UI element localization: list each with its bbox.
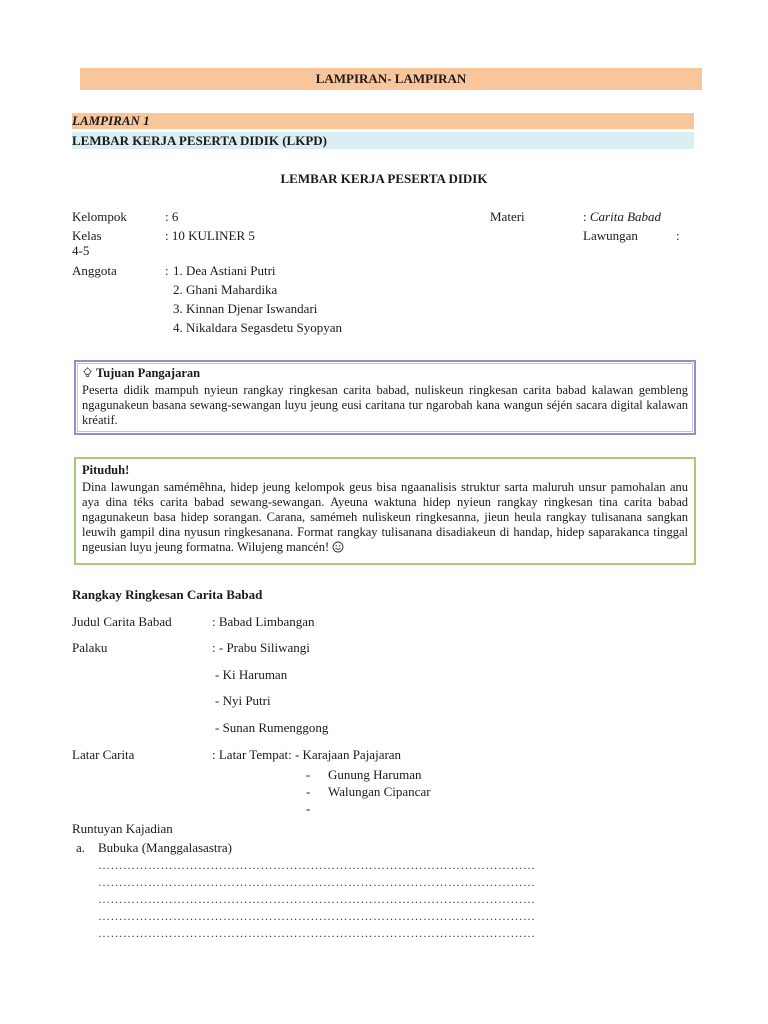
- materi-value: Carita Babad: [589, 209, 662, 224]
- pituduh-box: [74, 457, 696, 565]
- anggota-prefix: :: [165, 263, 169, 278]
- palaku-label: Palaku: [72, 640, 108, 655]
- pituduh-text: Dina lawungan samémêhna, hidep jeung kelompok geus bisa ngaanalisis struktur sarta maluruh unsur pamohalan anu aya dina téks carita babad sewang-sewangan. Ayeuna waktuna hidep nyieun rangkay ringkesan tina carita babad ngagunakeun basa hidep sorangan. Carana, samémeh nuliskeun ringkesanna, jieun heula rangkay tulisanana sangkan leuwih gampil dina nyusun ringkesanana. Format rangkay tulisanana disadiakeun di handap, hidep saparakanca tinggal ngeusian luyu jeung formatna. Wilujeng mancén!: [82, 480, 688, 554]
- rangkay-heading: Rangkay Ringkesan Carita Babad: [72, 587, 263, 602]
- latar-item: Gunung Haruman: [328, 767, 422, 782]
- kelompok-label: Kelompok: [72, 209, 127, 224]
- member-item: 3. Kinnan Djenar Iswandari: [173, 301, 318, 316]
- runtuyan-label: Runtuyan Kajadian: [72, 821, 173, 836]
- judul-label: Judul Carita Babad: [72, 614, 172, 629]
- dot-line: ……………………………………………………………………………………………: [98, 858, 536, 872]
- materi-label: Materi: [490, 209, 525, 224]
- kelas-value: : 10 KULINER 5: [165, 228, 255, 243]
- latar-bullet: -: [306, 767, 311, 782]
- lkpd-bar: [72, 132, 694, 149]
- materi-field: [583, 209, 661, 225]
- lampiran-label: LAMPIRAN 1: [72, 113, 150, 128]
- main-title-bar: [80, 68, 702, 90]
- latar-bullet: -: [306, 801, 311, 816]
- pituduh-title: Pituduh!: [82, 463, 130, 477]
- palaku-item: : - Prabu Siliwangi: [212, 640, 310, 655]
- smiley-icon: [332, 541, 344, 553]
- member-item: 2. Ghani Mahardika: [173, 282, 278, 297]
- dot-line: ……………………………………………………………………………………………: [98, 892, 536, 906]
- tujuan-title: Tujuan Pangajaran: [96, 366, 201, 380]
- dot-line: ……………………………………………………………………………………………: [98, 926, 536, 940]
- palaku-item: - Sunan Rumenggong: [215, 720, 329, 735]
- lawungan-label: Lawungan: [583, 228, 638, 243]
- lawungan-value: 4-5: [72, 243, 90, 258]
- palaku-item: - Ki Haruman: [215, 667, 288, 682]
- tujuan-box: [74, 360, 696, 435]
- lkpd-label: LEMBAR KERJA PESERTA DIDIK (LKPD): [72, 133, 327, 148]
- bubuka-marker: a.: [76, 840, 86, 855]
- kelompok-value: : 6: [165, 209, 179, 224]
- lampiran-bar: [72, 113, 694, 129]
- materi-prefix: :: [583, 209, 590, 224]
- latar-label: Latar Carita: [72, 747, 135, 762]
- sheet-title: LEMBAR KERJA PESERTA DIDIK: [280, 171, 488, 186]
- judul-value: : Babad Limbangan: [212, 614, 315, 629]
- tujuan-text: Peserta didik mampuh nyieun rangkay ringkesan carita babad, nuliskeun ringkesan carita babad kalawan gembleng ngagunakeun basana sewang-sewangan luyu jeung eusi caritana tur ngarobah kana wangun séjén sacara digital kalawan kréatif.: [82, 383, 688, 427]
- anggota-label: Anggota: [72, 263, 117, 278]
- latar-item: Walungan Cipancar: [328, 784, 431, 799]
- member-item: 1. Dea Astiani Putri: [173, 263, 276, 278]
- dot-line: ……………………………………………………………………………………………: [98, 875, 536, 889]
- lightbulb-icon: [82, 367, 93, 378]
- dot-line: ……………………………………………………………………………………………: [98, 909, 536, 923]
- latar-bullet: -: [306, 784, 311, 799]
- palaku-item: - Nyi Putri: [215, 693, 271, 708]
- pituduh-body: [82, 480, 688, 555]
- latar-item: : Latar Tempat: - Karajaan Pajajaran: [212, 747, 402, 762]
- member-item: 4. Nikaldara Segasdetu Syopyan: [173, 320, 342, 335]
- kelas-label: Kelas: [72, 228, 102, 243]
- lawungan-colon: :: [676, 228, 680, 243]
- main-title: LAMPIRAN- LAMPIRAN: [315, 71, 467, 86]
- tujuan-title-row: [82, 366, 688, 381]
- bubuka-label: Bubuka (Manggalasastra): [98, 840, 232, 855]
